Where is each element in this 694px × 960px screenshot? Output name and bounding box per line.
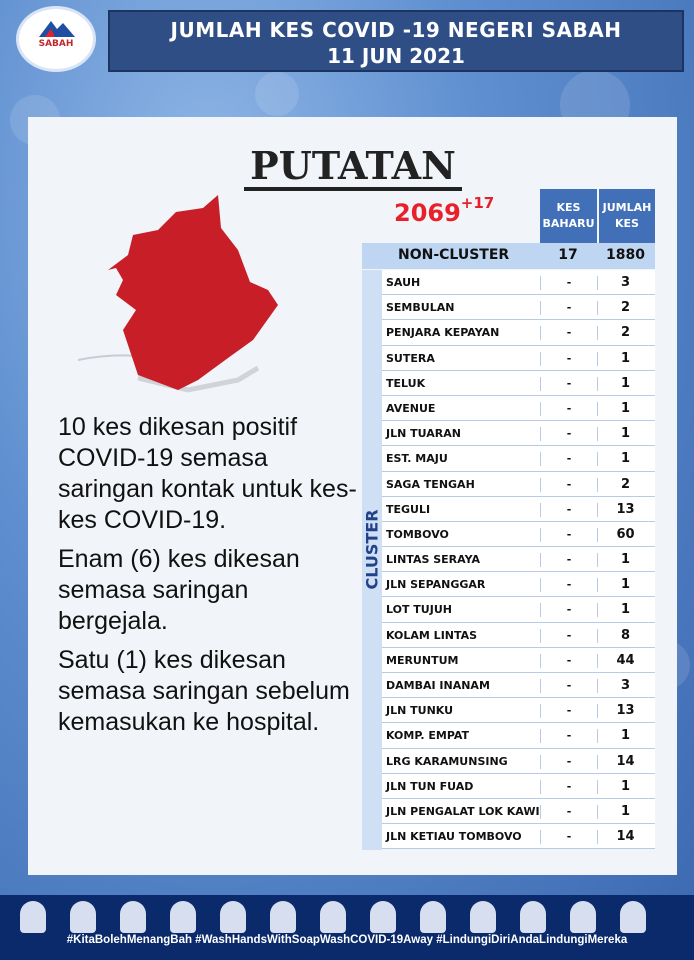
cluster-new: - [540, 402, 598, 416]
title-line1: JUMLAH KES COVID -19 NEGERI SABAH [170, 18, 622, 42]
cluster-new: - [540, 729, 598, 743]
title-date: 11 JUN 2021 [327, 44, 465, 68]
cluster-row [382, 723, 655, 748]
cluster-row [382, 547, 655, 572]
cluster-new: - [540, 276, 598, 290]
cluster-side-label [362, 270, 382, 850]
cluster-total: 60 [616, 526, 635, 542]
cluster-new: - [540, 603, 598, 617]
cluster-name: DAMBAI INANAM [386, 679, 490, 692]
mountain-icon [37, 17, 77, 39]
cluster-total: 3 [620, 275, 631, 290]
cluster-name: JLN TUN FUAD [386, 779, 474, 793]
cluster-row [382, 396, 655, 421]
cluster-name: JLN PENGALAT LOK KAWI [386, 804, 540, 818]
cluster-name: LRG KARAMUNSING [386, 754, 508, 768]
non-cluster-total: 1880 [606, 247, 645, 263]
cluster-new: - [540, 755, 598, 769]
cluster-row [382, 497, 655, 522]
person-icon [520, 901, 546, 933]
column-header-total-label: JUMLAH KES [602, 201, 652, 230]
district-title: PUTATAN [244, 145, 462, 191]
cluster-row [382, 371, 655, 396]
description-paragraph: Satu (1) kes dikesan semasa saringan sebelum kemasukan ke hospital. [58, 646, 350, 736]
total-cases [394, 194, 495, 227]
cluster-total: 1 [620, 451, 631, 467]
non-cluster-label: NON-CLUSTER [398, 247, 510, 263]
footer-hashtags: #KitaBolehMenangBah #WashHandsWithSoapWashCOVID-19Away #LindungiDiriAndaLindungiMereka [66, 934, 628, 946]
cluster-new: - [540, 452, 598, 466]
cluster-name: SAUH [386, 276, 421, 289]
total-value: 2069 [394, 199, 461, 227]
cluster-total: 13 [616, 501, 635, 517]
cluster-name: TEGULI [386, 502, 431, 516]
cluster-total: 1 [620, 803, 631, 819]
cluster-new: - [540, 503, 598, 517]
cluster-total: 14 [616, 753, 635, 769]
cluster-new: - [540, 352, 598, 366]
person-icon [220, 901, 246, 933]
cluster-new: - [540, 301, 598, 315]
cluster-total: 8 [620, 627, 631, 643]
cluster-name: TELUK [386, 376, 426, 390]
cluster-new: - [540, 578, 598, 592]
person-icon [570, 901, 596, 933]
cluster-total: 2 [620, 476, 631, 492]
cluster-row [382, 623, 655, 648]
cluster-total: 1 [620, 426, 631, 442]
person-icon [70, 901, 96, 933]
cluster-name: MERUNTUM [386, 653, 459, 667]
cluster-new: - [540, 553, 598, 567]
cluster-name: PENJARA KEPAYAN [386, 326, 500, 340]
cluster-total: 1 [620, 728, 631, 744]
cluster-row [382, 774, 655, 799]
cluster-table [382, 270, 655, 849]
cluster-row [382, 572, 655, 597]
person-icon [270, 901, 296, 933]
person-icon [320, 901, 346, 933]
person-icon [120, 901, 146, 933]
cluster-total: 1 [620, 552, 631, 568]
cluster-new: - [540, 629, 598, 643]
cluster-name: EST. MAJU [386, 452, 448, 466]
cluster-total: 2 [620, 300, 631, 316]
cluster-name: LOT TUJUH [386, 603, 452, 617]
page-title [108, 10, 684, 72]
cluster-name: TOMBOVO [386, 527, 449, 541]
non-cluster-new: 17 [558, 247, 578, 263]
cluster-new: - [540, 679, 598, 693]
cluster-total: 44 [616, 652, 635, 668]
cluster-row [382, 648, 655, 673]
cluster-row [382, 698, 655, 723]
cluster-row [382, 522, 655, 547]
person-icon [470, 901, 496, 933]
cluster-total: 1 [620, 400, 631, 416]
cluster-row [382, 295, 655, 320]
cluster-name: KOLAM LINTAS [386, 628, 478, 642]
cluster-name: SEMBULAN [386, 301, 455, 315]
cluster-new: - [540, 326, 598, 340]
virus-decoration [255, 72, 299, 116]
person-icon [420, 901, 446, 933]
cluster-new: - [540, 427, 598, 441]
cluster-new: - [540, 478, 598, 492]
cluster-new: - [540, 805, 598, 819]
cluster-total: 1 [620, 602, 631, 618]
sabah-logo [16, 6, 96, 72]
cluster-total: 1 [620, 577, 631, 593]
logo-name: SABAH [38, 39, 74, 49]
cluster-total: 1 [620, 350, 631, 366]
cluster-new: - [540, 377, 598, 391]
cluster-new: - [540, 780, 598, 794]
cluster-row [382, 673, 655, 698]
total-increase: +17 [460, 194, 495, 212]
cluster-row [382, 446, 655, 471]
cluster-name: JLN TUNKU [386, 704, 454, 718]
cluster-new: - [540, 704, 598, 718]
cluster-new: - [540, 654, 598, 668]
cluster-new: - [540, 528, 598, 542]
person-icon [370, 901, 396, 933]
cluster-name: JLN SEPANGGAR [386, 578, 486, 592]
cluster-total: 3 [620, 678, 631, 693]
cluster-name: KOMP. EMPAT [386, 729, 470, 743]
person-icon [620, 901, 646, 933]
cluster-name: AVENUE [386, 401, 436, 415]
person-icon [20, 901, 46, 933]
cluster-row [382, 320, 655, 345]
cluster-total: 1 [620, 375, 631, 391]
description-paragraph: Enam (6) kes dikesan semasa saringan bergejala. [58, 545, 300, 635]
description-paragraph: 10 kes dikesan positif COVID-19 semasa saringan kontak untuk kes-kes COVID-19. [58, 413, 357, 534]
cluster-label: CLUSTER [362, 509, 382, 590]
cluster-row [382, 472, 655, 497]
cluster-row [382, 270, 655, 295]
column-header-total [599, 189, 655, 243]
cluster-row [382, 824, 655, 849]
cluster-total: 2 [620, 325, 631, 341]
column-header-new [540, 189, 597, 243]
cluster-name: LINTAS SERAYA [386, 553, 481, 567]
cluster-total: 1 [620, 778, 631, 794]
cluster-total: 14 [616, 829, 635, 845]
cluster-row [382, 749, 655, 774]
cluster-name: JLN KETIAU TOMBOVO [386, 830, 522, 844]
non-cluster-row [362, 243, 655, 269]
cluster-row [382, 346, 655, 371]
cluster-row [382, 421, 655, 446]
district-map [78, 190, 288, 400]
cluster-name: JLN TUARAN [386, 427, 461, 441]
footer-banner [0, 895, 694, 960]
description [58, 412, 358, 746]
cluster-name: SAGA TENGAH [386, 477, 475, 491]
cluster-name: SUTERA [386, 351, 435, 365]
person-icon [170, 901, 196, 933]
cluster-row [382, 799, 655, 824]
cluster-new: - [540, 830, 598, 844]
column-header-new-label: KES BAHARU [542, 201, 595, 230]
cluster-row [382, 597, 655, 622]
cluster-total: 13 [616, 703, 635, 719]
